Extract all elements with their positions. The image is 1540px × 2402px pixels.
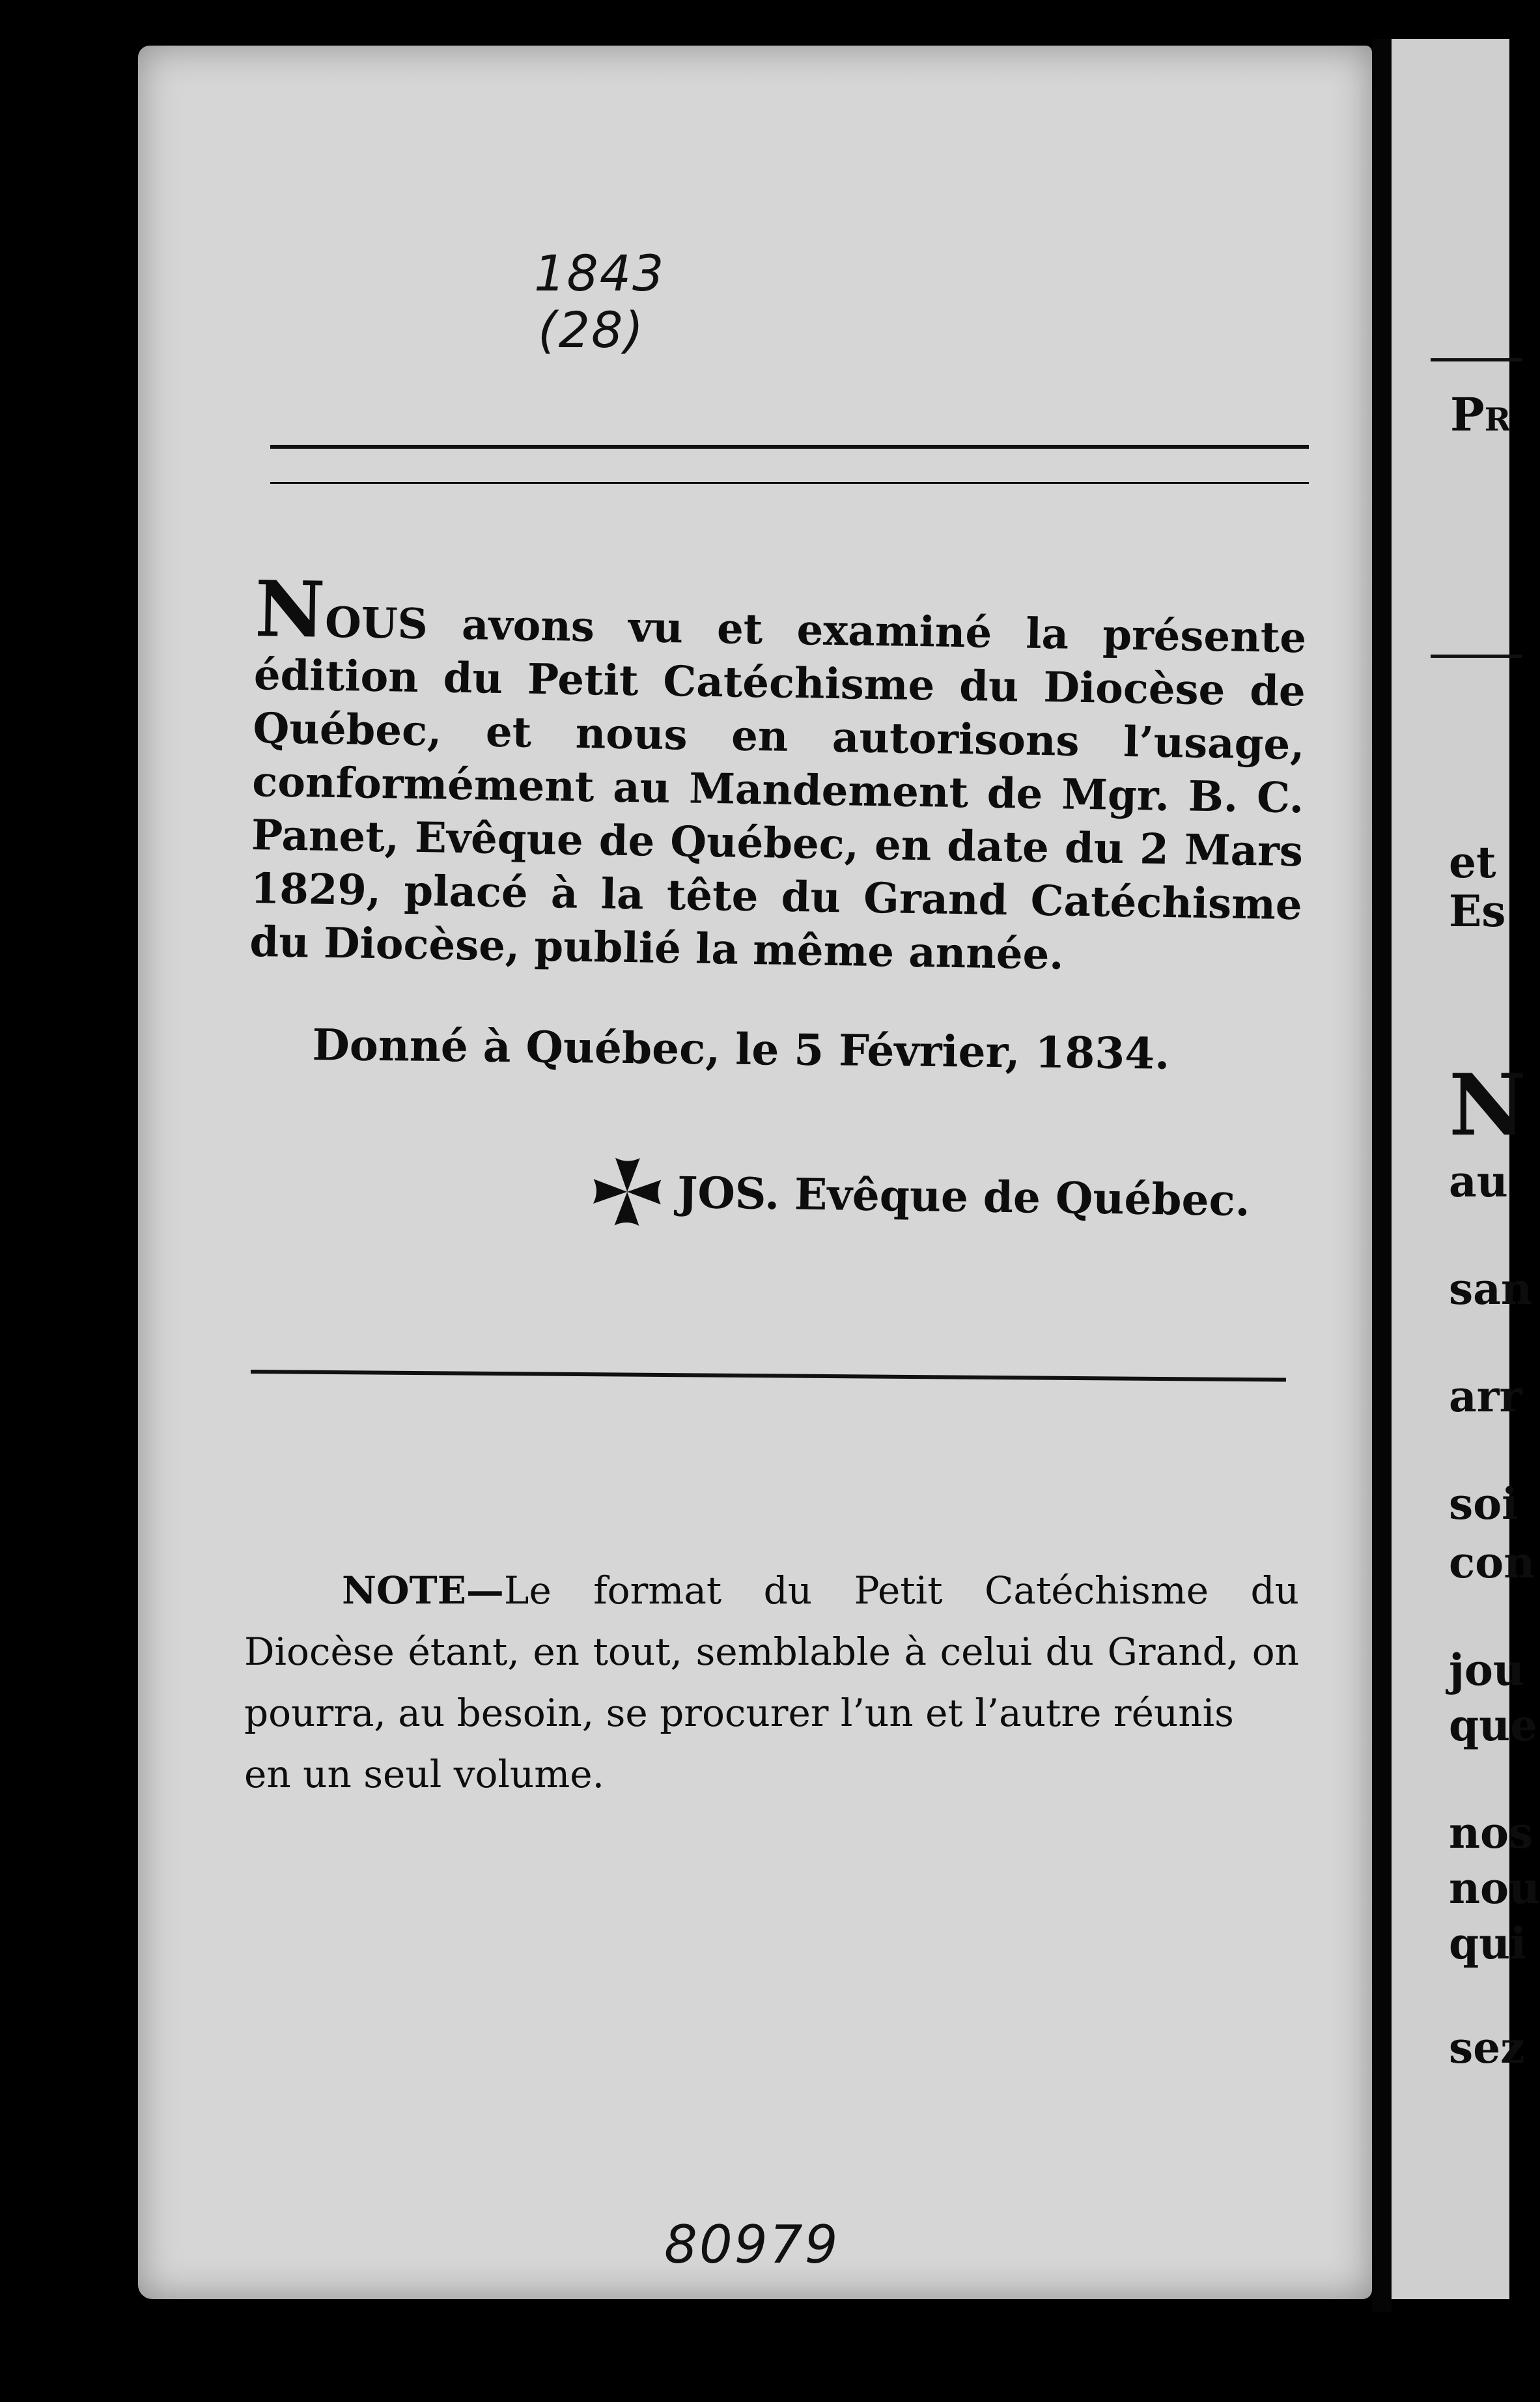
signature-line <box>588 1153 1250 1239</box>
right-page-fragment: qui <box>1449 1918 1527 1969</box>
right-page-rule <box>1431 358 1522 361</box>
maltese-cross-icon <box>588 1153 666 1231</box>
right-page-fragment: au <box>1449 1156 1508 1207</box>
approval-lead: OUS <box>324 598 428 649</box>
note-text: Le format du Petit Catéchisme du Diocèse étant, en tout, semblable à celui du Grand, on pourra, au besoin, se procurer l’un et l’autre réunis <box>244 1568 1299 1735</box>
right-page-fragment: que <box>1449 1700 1538 1751</box>
right-page-fragment: Pr <box>1450 388 1511 442</box>
top-rule-thin <box>270 482 1309 484</box>
note-last-line: en un seul volume. <box>244 1752 605 1796</box>
signature-text: JOS. Evêque de Québec. <box>677 1166 1251 1226</box>
right-page-fragment: nos <box>1449 1807 1533 1858</box>
top-rule-thick <box>270 445 1309 449</box>
note-heading: NOTE— <box>342 1568 504 1613</box>
right-page-fragment: Es <box>1449 886 1506 937</box>
right-page-fragment: et <box>1449 837 1496 888</box>
right-page-fragment: nou <box>1449 1863 1540 1914</box>
handwritten-number: (28) <box>538 301 645 359</box>
note-paragraph <box>244 1560 1299 1805</box>
right-page-rule <box>1431 655 1522 658</box>
handwritten-inventory-number: 80979 <box>664 2214 840 2275</box>
drop-cap: N <box>254 563 326 655</box>
given-date-line: Donné à Québec, le 5 Février, 1834. <box>312 1019 1170 1079</box>
right-page-fragment: jou <box>1449 1645 1524 1695</box>
right-page-fragment: san <box>1449 1264 1532 1314</box>
book-spine <box>1372 39 1392 2312</box>
right-page-fragment: N <box>1449 1055 1526 1155</box>
right-page-fragment: arr <box>1449 1371 1522 1422</box>
right-page <box>1392 39 1540 2299</box>
approval-text: avons vu et examiné la présente édition du Petit Catéchisme du Diocèse de Québec, et nous en autorisons l’usage, conformément au Mandement de Mgr. B. C. Panet, Evêque de Québec, en date du 2 Mars 1829, placé à la tête du Grand Catéchisme du Diocèse, publié la même année. <box>249 600 1307 980</box>
handwritten-year: 1843 <box>534 244 665 302</box>
approval-paragraph <box>249 563 1307 985</box>
right-page-fragment: soi <box>1449 1478 1519 1529</box>
right-page-fragment: sez <box>1449 2022 1525 2073</box>
right-page-fragment: con <box>1449 1537 1535 1588</box>
